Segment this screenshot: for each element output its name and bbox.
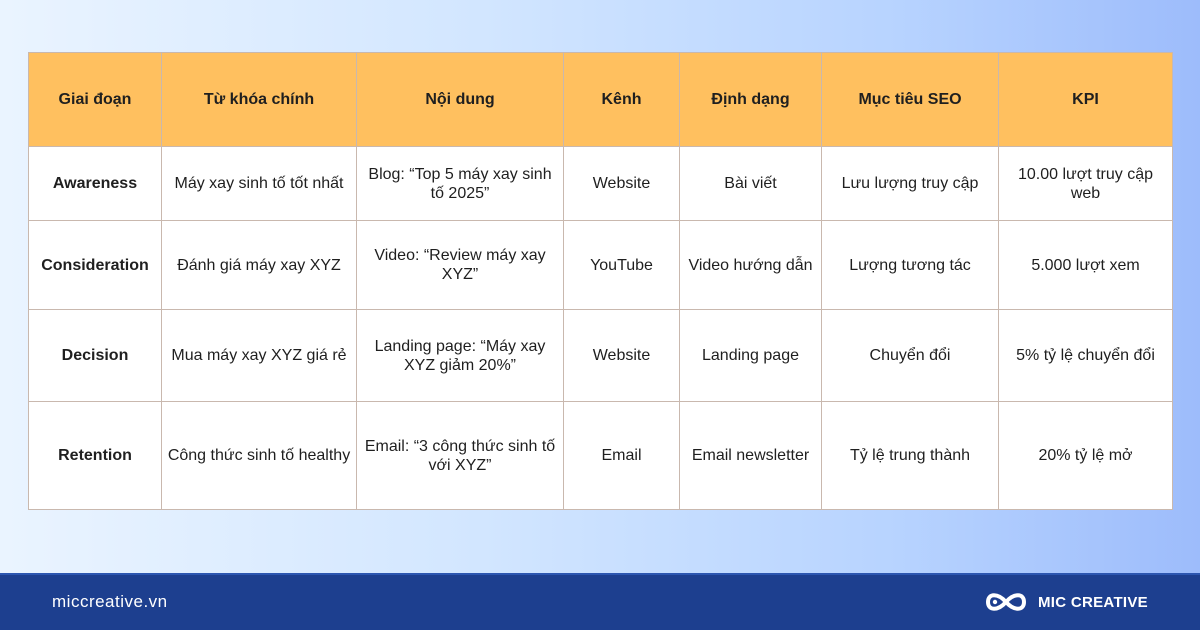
brand [984, 587, 1148, 617]
header-keyword: Từ khóa chính [162, 53, 357, 147]
header-content: Nội dung [357, 53, 564, 147]
header-stage: Giai đoạn [29, 53, 162, 147]
brand-name: MIC CREATIVE [1038, 593, 1148, 611]
cell-channel: Website [564, 147, 680, 221]
footer-bar [0, 573, 1200, 630]
cell-keyword: Đánh giá máy xay XYZ [162, 221, 357, 310]
cell-keyword: Máy xay sinh tố tốt nhất [162, 147, 357, 221]
cell-stage: Retention [29, 402, 162, 510]
header-seo-goal: Mục tiêu SEO [822, 53, 999, 147]
cell-format: Landing page [680, 310, 822, 402]
cell-kpi: 5% tỷ lệ chuyển đổi [999, 310, 1173, 402]
cell-channel: Email [564, 402, 680, 510]
cell-content: Email: “3 công thức sinh tố với XYZ” [357, 402, 564, 510]
cell-stage: Awareness [29, 147, 162, 221]
cell-content: Video: “Review máy xay XYZ” [357, 221, 564, 310]
header-kpi: KPI [999, 53, 1173, 147]
cell-stage: Decision [29, 310, 162, 402]
header-channel: Kênh [564, 53, 680, 147]
header-format: Định dạng [680, 53, 822, 147]
seo-content-table [28, 52, 1173, 510]
table-row [29, 402, 1173, 510]
cell-format: Bài viết [680, 147, 822, 221]
table-row [29, 147, 1173, 221]
table-header-row [29, 53, 1173, 147]
cell-seo-goal: Chuyển đổi [822, 310, 999, 402]
cell-kpi: 20% tỷ lệ mở [999, 402, 1173, 510]
cell-stage: Consideration [29, 221, 162, 310]
site-url[interactable]: miccreative.vn [52, 592, 168, 611]
cell-kpi: 10.00 lượt truy cập web [999, 147, 1173, 221]
cell-content: Landing page: “Máy xay XYZ giảm 20%” [357, 310, 564, 402]
cell-format: Email newsletter [680, 402, 822, 510]
cell-keyword: Mua máy xay XYZ giá rẻ [162, 310, 357, 402]
table-row [29, 310, 1173, 402]
cell-seo-goal: Lượng tương tác [822, 221, 999, 310]
table-row [29, 221, 1173, 310]
cell-format: Video hướng dẫn [680, 221, 822, 310]
cell-channel: YouTube [564, 221, 680, 310]
cell-channel: Website [564, 310, 680, 402]
cell-seo-goal: Lưu lượng truy cập [822, 147, 999, 221]
cell-keyword: Công thức sinh tố healthy [162, 402, 357, 510]
cell-content: Blog: “Top 5 máy xay sinh tố 2025” [357, 147, 564, 221]
cell-kpi: 5.000 lượt xem [999, 221, 1173, 310]
infinity-logo-icon [984, 587, 1028, 617]
cell-seo-goal: Tỷ lệ trung thành [822, 402, 999, 510]
